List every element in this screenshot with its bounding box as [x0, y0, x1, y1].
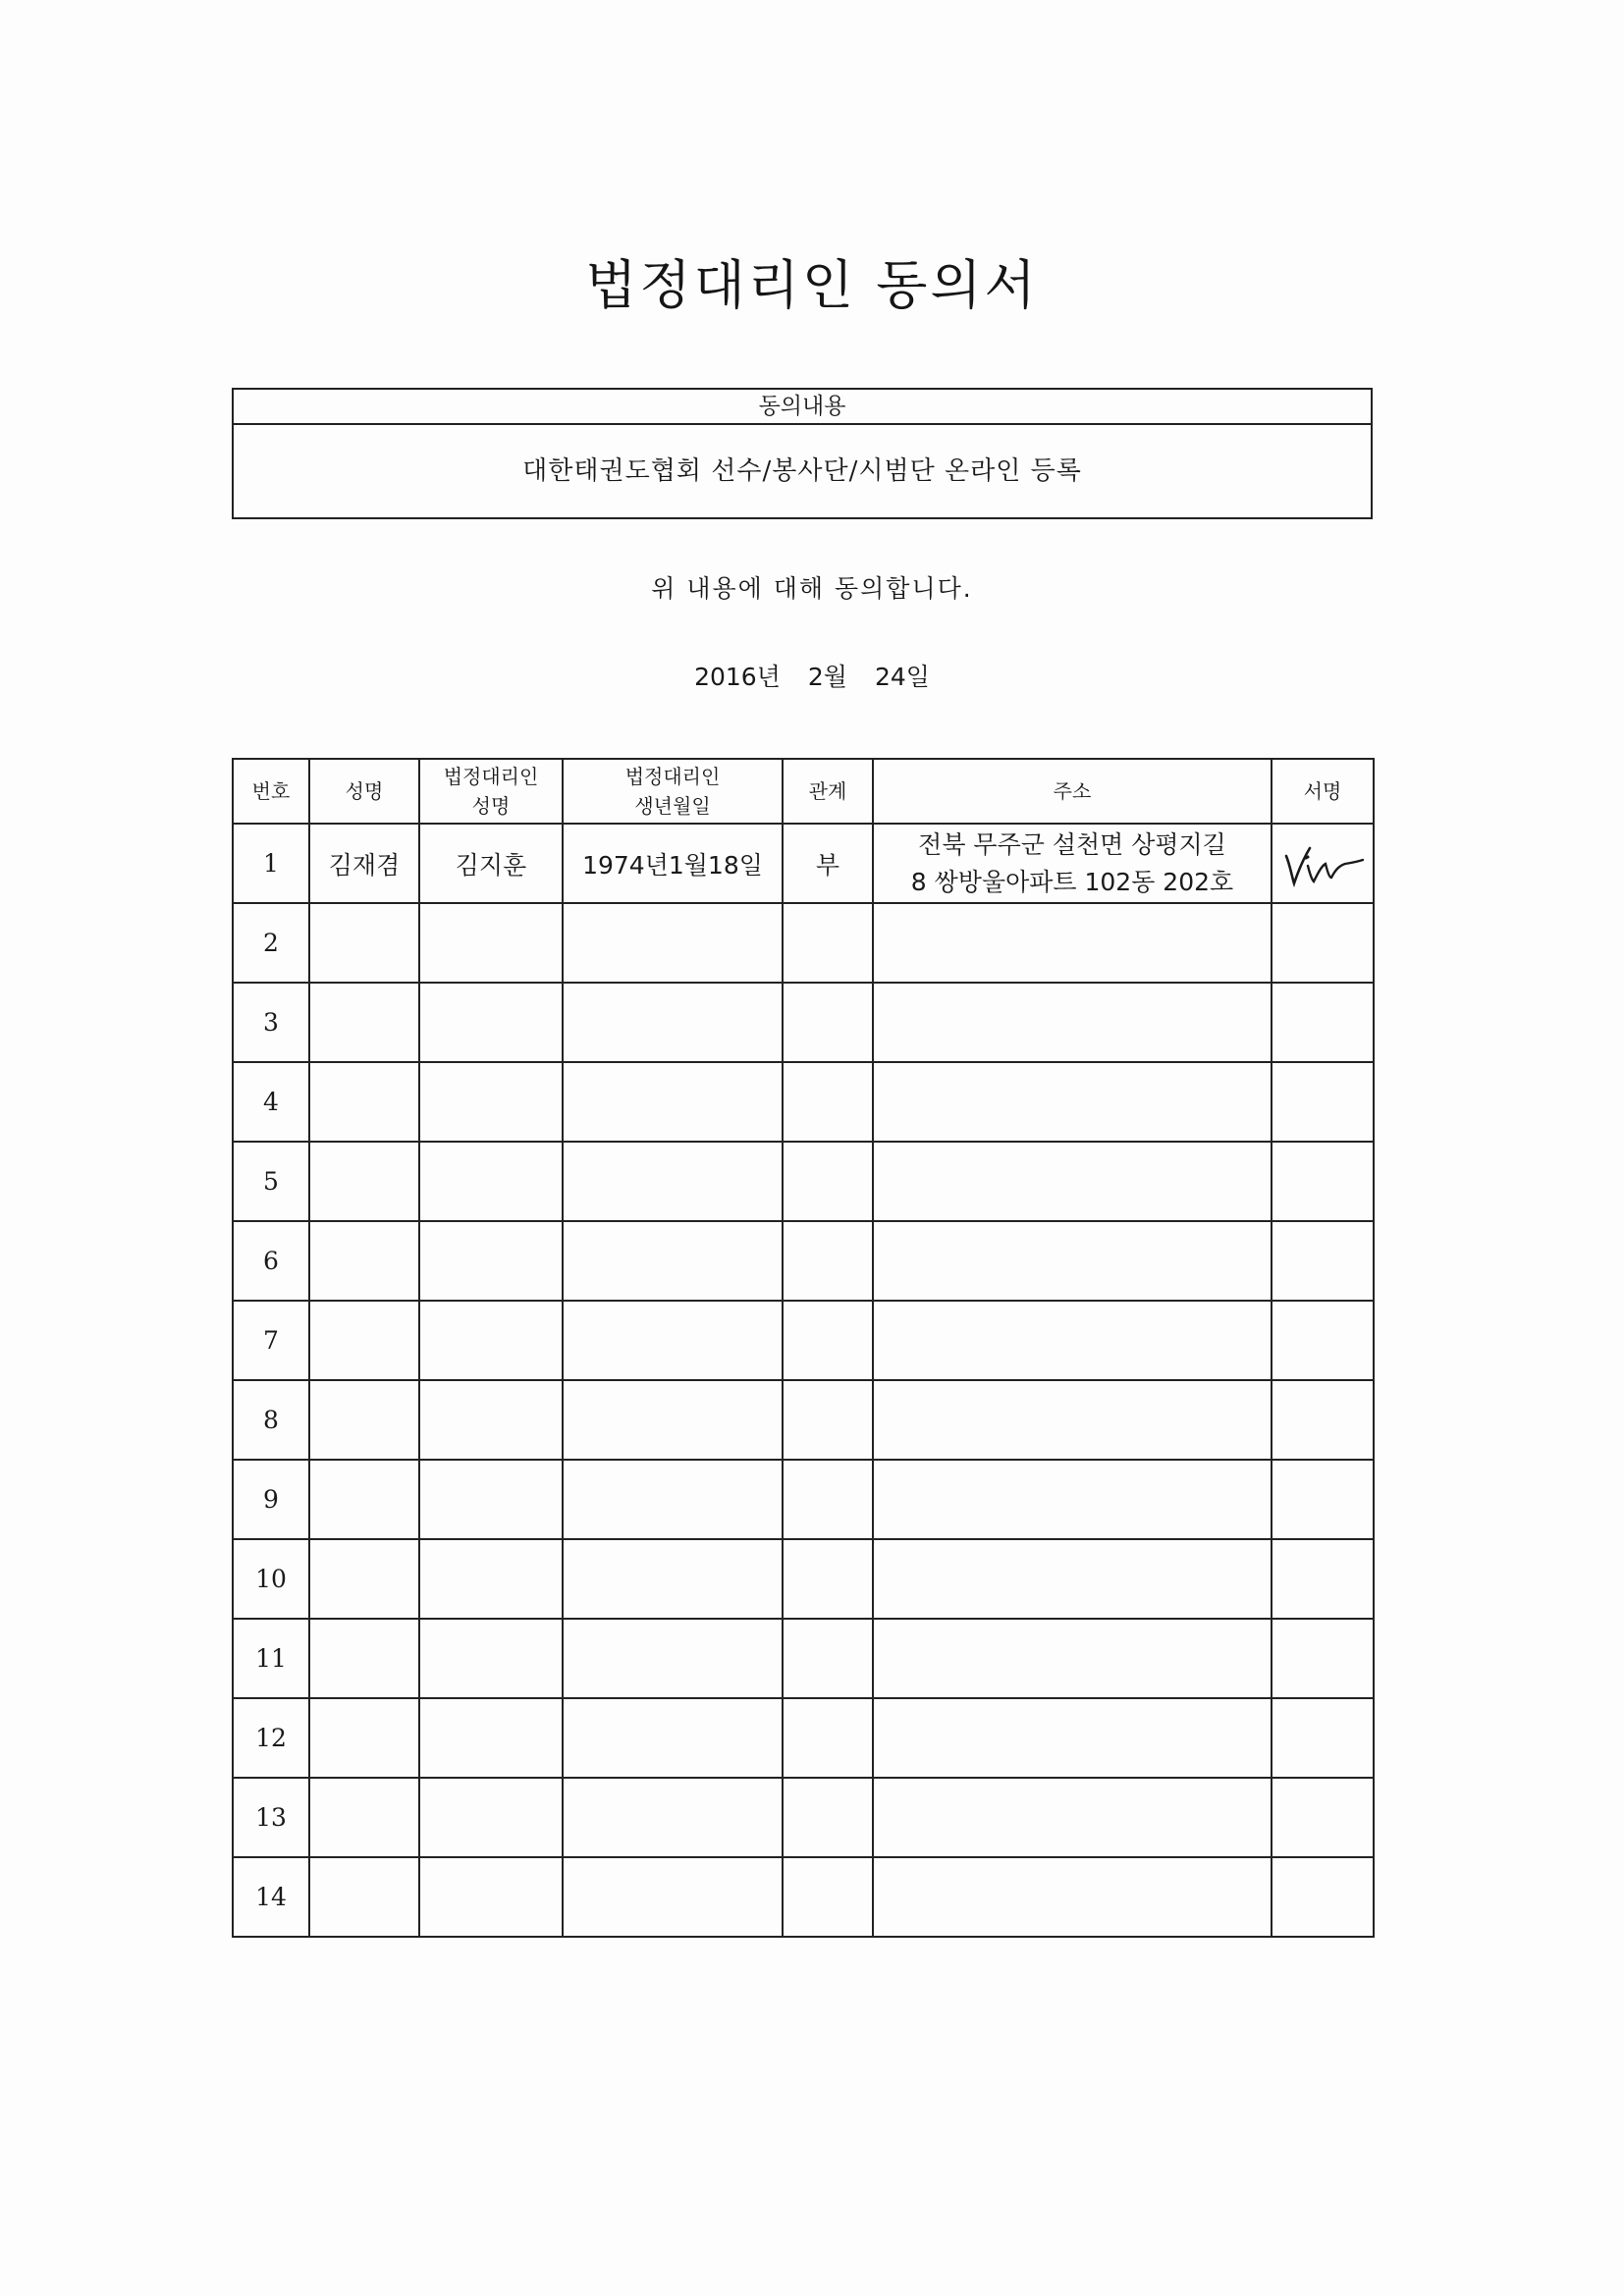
- date-month: 2월: [807, 663, 847, 691]
- row-address-line2: 8 쌍방울아파트 102동 202호: [910, 867, 1234, 896]
- row-guardian-name: [419, 1221, 563, 1301]
- row-guardian-birth: [563, 1619, 783, 1698]
- row-guardian-birth: [563, 1142, 783, 1221]
- row-relation: [783, 1380, 873, 1460]
- row-guardian-birth: 1974년1월18일: [563, 824, 783, 903]
- date-day: 24일: [874, 663, 930, 691]
- row-signature: [1272, 1301, 1374, 1380]
- row-guardian-name: [419, 1539, 563, 1619]
- table-row: [233, 983, 1374, 1062]
- row-number: 12: [233, 1698, 309, 1778]
- row-relation: [783, 1619, 873, 1698]
- row-address: [873, 1539, 1272, 1619]
- row-number: 4: [233, 1062, 309, 1142]
- row-address: [873, 1142, 1272, 1221]
- row-address: [873, 1062, 1272, 1142]
- row-number: 2: [233, 903, 309, 983]
- row-guardian-birth: [563, 1778, 783, 1857]
- header-guardian-name-line1: 법정대리인: [443, 765, 539, 788]
- header-name: 성명: [309, 759, 419, 824]
- table-row: [233, 1698, 1374, 1778]
- row-relation: [783, 1778, 873, 1857]
- row-signature: [1272, 1142, 1374, 1221]
- row-relation: 부: [783, 824, 873, 903]
- consent-content-text: 대한태권도협회 선수/봉사단/시범단 온라인 등록: [522, 456, 1082, 486]
- row-number: 7: [233, 1301, 309, 1380]
- consent-roster-table: [232, 758, 1375, 1938]
- row-address: [873, 1857, 1272, 1937]
- row-name: [309, 1062, 419, 1142]
- row-guardian-birth: [563, 1301, 783, 1380]
- header-guardian-birth: [563, 759, 783, 824]
- row-relation: [783, 1460, 873, 1539]
- handwritten-signature-icon: [1278, 836, 1367, 891]
- header-signature: 서명: [1272, 759, 1374, 824]
- row-address: [873, 1698, 1272, 1778]
- row-number: 11: [233, 1619, 309, 1698]
- row-signature: [1272, 1221, 1374, 1301]
- table-row: [233, 1301, 1374, 1380]
- row-guardian-name: [419, 1460, 563, 1539]
- row-signature: [1272, 1778, 1374, 1857]
- row-guardian-name: [419, 1857, 563, 1937]
- row-address-line1: 전북 무주군 설천면 상평지길: [918, 829, 1226, 859]
- table-row: [233, 1460, 1374, 1539]
- document-date: [0, 658, 1624, 693]
- row-relation: [783, 983, 873, 1062]
- row-signature: [1272, 1380, 1374, 1460]
- row-address: [873, 1460, 1272, 1539]
- table-row: [233, 1778, 1374, 1857]
- table-row: [233, 1619, 1374, 1698]
- row-guardian-name: [419, 1142, 563, 1221]
- row-guardian-birth: [563, 983, 783, 1062]
- row-signature: [1272, 824, 1374, 903]
- row-name: [309, 1221, 419, 1301]
- table-row: [233, 824, 1374, 903]
- row-address: [873, 903, 1272, 983]
- table-row: [233, 903, 1374, 983]
- row-signature: [1272, 1698, 1374, 1778]
- row-name: [309, 1539, 419, 1619]
- row-name: [309, 983, 419, 1062]
- row-guardian-name: [419, 1778, 563, 1857]
- row-name: [309, 903, 419, 983]
- row-guardian-name: [419, 1619, 563, 1698]
- document-title: 법정대리인 동의서: [585, 254, 1039, 316]
- row-relation: [783, 1857, 873, 1937]
- table-row: [233, 1380, 1374, 1460]
- row-guardian-birth: [563, 1698, 783, 1778]
- consent-content-box: [232, 388, 1373, 519]
- row-relation: [783, 1221, 873, 1301]
- row-name: [309, 1698, 419, 1778]
- row-number: 13: [233, 1778, 309, 1857]
- table-row: [233, 1857, 1374, 1937]
- row-name: [309, 1460, 419, 1539]
- row-address: [873, 824, 1272, 903]
- row-signature: [1272, 983, 1374, 1062]
- row-guardian-birth: [563, 1460, 783, 1539]
- row-relation: [783, 903, 873, 983]
- row-guardian-name: [419, 1380, 563, 1460]
- row-guardian-name: [419, 983, 563, 1062]
- row-guardian-birth: [563, 1857, 783, 1937]
- row-relation: [783, 1301, 873, 1380]
- row-guardian-name: [419, 903, 563, 983]
- row-guardian-birth: [563, 1380, 783, 1460]
- table-row: [233, 1142, 1374, 1221]
- row-signature: [1272, 1062, 1374, 1142]
- row-guardian-name: [419, 1301, 563, 1380]
- row-address: [873, 1619, 1272, 1698]
- row-number: 10: [233, 1539, 309, 1619]
- row-guardian-birth: [563, 903, 783, 983]
- header-relation: 관계: [783, 759, 873, 824]
- row-address: [873, 1221, 1272, 1301]
- row-address: [873, 983, 1272, 1062]
- row-address: [873, 1301, 1272, 1380]
- row-signature: [1272, 903, 1374, 983]
- row-guardian-name: [419, 1698, 563, 1778]
- row-number: 3: [233, 983, 309, 1062]
- consent-content-header: 동의내용: [234, 390, 1371, 425]
- row-name: [309, 1301, 419, 1380]
- row-number: 5: [233, 1142, 309, 1221]
- table-header-row: [233, 759, 1374, 824]
- row-signature: [1272, 1857, 1374, 1937]
- table-row: [233, 1221, 1374, 1301]
- table-row: [233, 1062, 1374, 1142]
- row-relation: [783, 1539, 873, 1619]
- header-address: 주소: [873, 759, 1272, 824]
- row-name: [309, 1380, 419, 1460]
- row-name: [309, 1142, 419, 1221]
- row-relation: [783, 1142, 873, 1221]
- row-signature: [1272, 1619, 1374, 1698]
- row-relation: [783, 1062, 873, 1142]
- header-guardian-name: [419, 759, 563, 824]
- row-name: 김재겸: [309, 824, 419, 903]
- row-guardian-name: [419, 1062, 563, 1142]
- row-address: [873, 1778, 1272, 1857]
- row-name: [309, 1619, 419, 1698]
- row-signature: [1272, 1539, 1374, 1619]
- header-number: 번호: [233, 759, 309, 824]
- header-guardian-name-line2: 성명: [471, 794, 511, 818]
- row-guardian-name: 김지훈: [419, 824, 563, 903]
- table-row: [233, 1539, 1374, 1619]
- row-relation: [783, 1698, 873, 1778]
- row-signature: [1272, 1460, 1374, 1539]
- date-year: 2016년: [694, 663, 781, 691]
- row-name: [309, 1857, 419, 1937]
- agreement-statement: 위 내용에 대해 동의합니다.: [651, 574, 973, 603]
- row-number: 9: [233, 1460, 309, 1539]
- row-guardian-birth: [563, 1221, 783, 1301]
- row-guardian-birth: [563, 1539, 783, 1619]
- row-number: 1: [233, 824, 309, 903]
- row-name: [309, 1778, 419, 1857]
- row-number: 8: [233, 1380, 309, 1460]
- header-guardian-birth-line1: 법정대리인: [624, 765, 721, 788]
- row-guardian-birth: [563, 1062, 783, 1142]
- row-address: [873, 1380, 1272, 1460]
- header-guardian-birth-line2: 생년월일: [634, 794, 711, 818]
- row-number: 14: [233, 1857, 309, 1937]
- row-number: 6: [233, 1221, 309, 1301]
